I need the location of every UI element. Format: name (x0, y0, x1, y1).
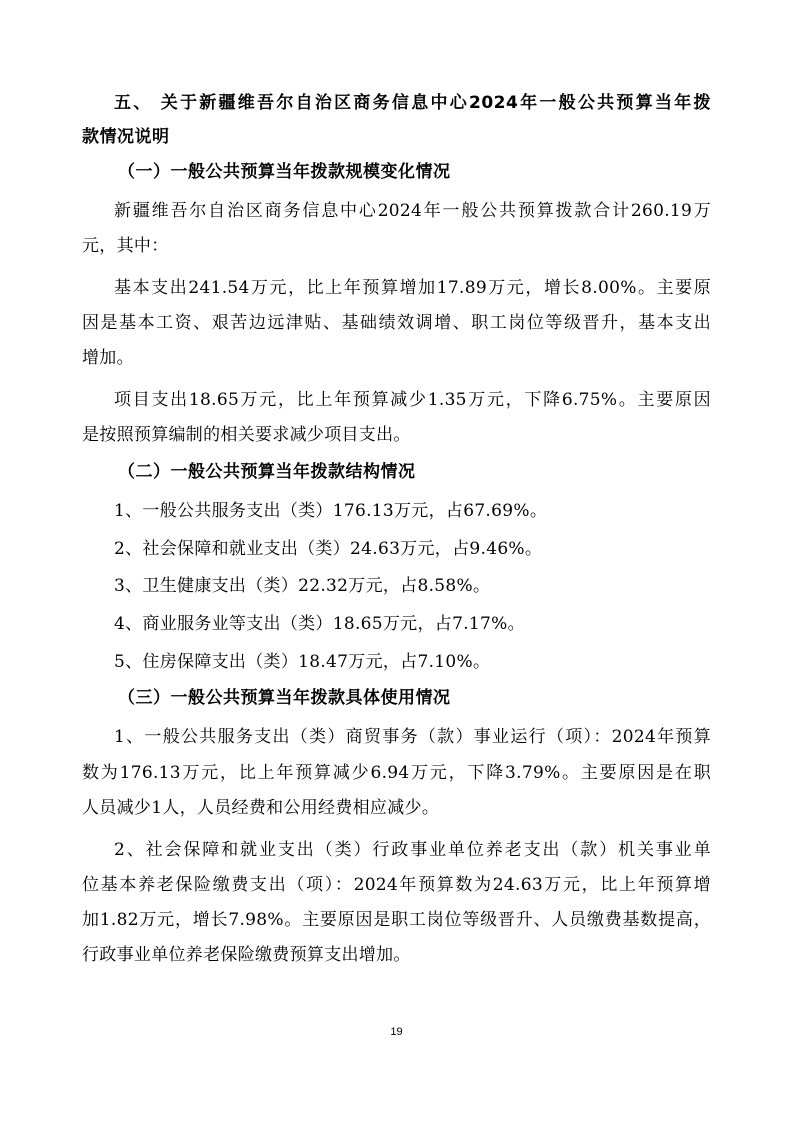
subsection-3-heading: （三）一般公共预算当年拨款具体使用情况 (118, 688, 451, 708)
usage-item-1-line-2: 数为176.13万元，比上年预算减少6.94万元，下降3.79%。主要原因是在职 (82, 763, 711, 783)
structure-item-4: 4、商业服务业等支出（类）18.65万元，占7.17%。 (114, 614, 525, 634)
paragraph-basic-line-1: 基本支出241.54万元，比上年预算增加17.89万元，增长8.00%。主要原 (114, 278, 711, 298)
structure-item-3: 3、卫生健康支出（类）22.32万元，占8.58%。 (114, 576, 491, 596)
paragraph-total-line-1: 新疆维吾尔自治区商务信息中心2024年一般公共预算拨款合计260.19万 (114, 201, 711, 221)
structure-item-5: 5、住房保障支出（类）18.47万元，占7.10%。 (114, 652, 491, 672)
subsection-2-heading: （二）一般公共预算当年拨款结构情况 (118, 462, 416, 482)
usage-item-2-line-1: 2、社会保障和就业支出（类）行政事业单位养老支出（款）机关事业单 (114, 840, 711, 860)
usage-item-2-line-2: 位基本养老保险缴费支出（项）：2024年预算数为24.63万元，比上年预算增 (82, 875, 711, 895)
paragraph-project-line-1: 项目支出18.65万元，比上年预算减少1.35万元，下降6.75%。主要原因 (114, 390, 711, 410)
usage-item-2-line-3: 加1.82万元，增长7.98%。主要原因是职工岗位等级晋升、人员缴费基数提高， (82, 910, 711, 930)
usage-item-2-line-4: 行政事业单位养老保险缴费预算支出增加。 (82, 945, 411, 965)
subsection-1-heading: （一）一般公共预算当年拨款规模变化情况 (118, 162, 451, 182)
paragraph-total-line-2: 元，其中： (82, 236, 169, 256)
section-title-line-1: 五、 关于新疆维吾尔自治区商务信息中心2024年一般公共预算当年拨 (114, 93, 711, 113)
usage-item-1-line-3: 人员减少1人，人员经费和公用经费相应减少。 (82, 798, 440, 818)
section-title-line-2: 款情况说明 (82, 127, 170, 147)
structure-item-1: 1、一般公共服务支出（类）176.13万元，占67.69%。 (114, 501, 548, 521)
usage-item-1-line-1: 1、一般公共服务支出（类）商贸事务（款）事业运行（项）：2024年预算 (114, 727, 711, 747)
paragraph-project-line-2: 是按照预算编制的相关要求减少项目支出。 (82, 425, 411, 445)
paragraph-basic-line-3: 增加。 (82, 348, 134, 368)
paragraph-basic-line-2: 因是基本工资、艰苦边远津贴、基础绩效调增、职工岗位等级晋升，基本支出 (82, 313, 711, 333)
structure-item-2: 2、社会保障和就业支出（类）24.63万元，占9.46%。 (114, 539, 543, 559)
page-number: 19 (390, 1026, 403, 1038)
